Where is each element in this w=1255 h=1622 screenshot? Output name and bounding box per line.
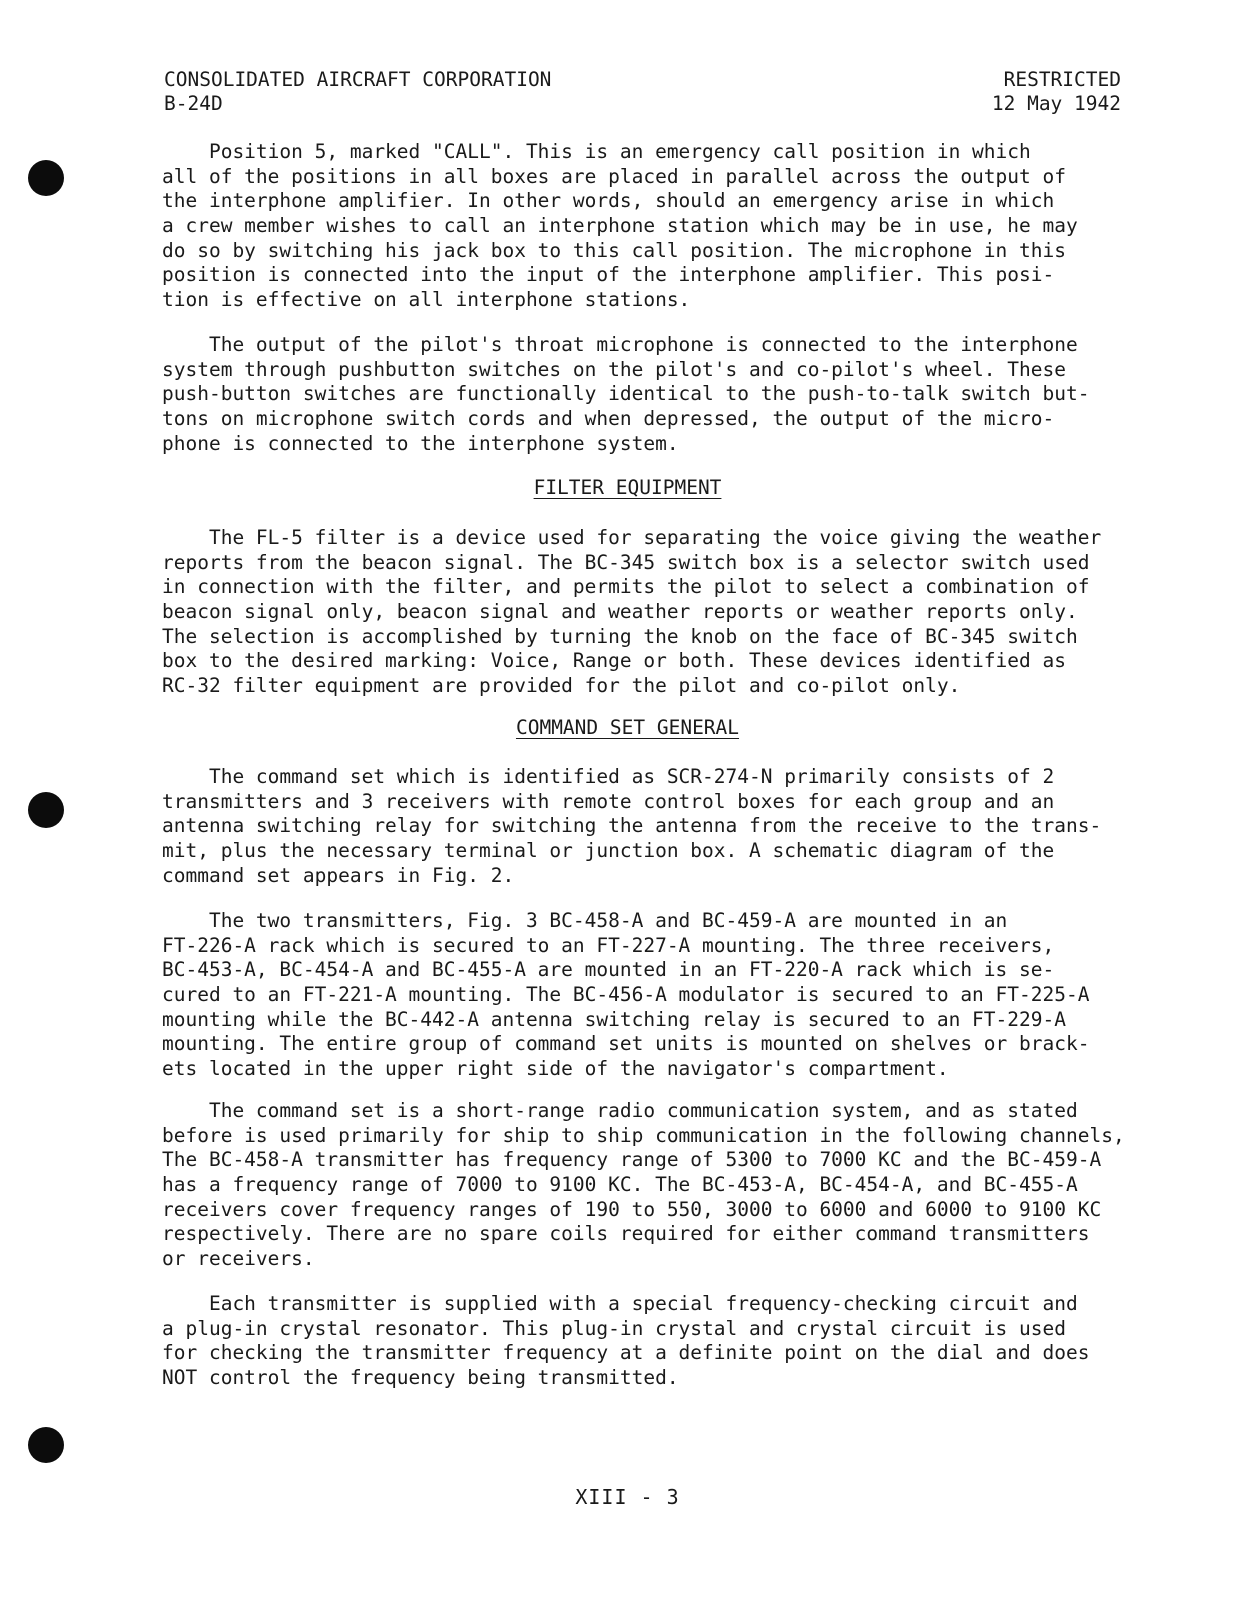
text-line: BC-453-A, BC-454-A and BC-455-A are mounted in an FT-220-A rack which is se- [162,958,1055,982]
text-line: the interphone amplifier. In other words, should an emergency arise in which [162,189,1055,213]
section-heading-filter-equipment: FILTER EQUIPMENT [533,476,722,499]
text-line: reports from the beacon signal. The BC-345 switch box is a selector switch used [162,550,1090,574]
paragraph-transmitters [162,909,1172,1082]
text-line: The command set is a short-range radio communication system, and as stated [162,1099,1078,1122]
page-number: XIII - 3 [575,1485,680,1509]
text-line: beacon signal only, beacon signal and weather reports or weather reports only. [162,600,1078,624]
header-left [164,68,551,116]
classification: RESTRICTED [1003,68,1121,91]
text-line: Position 5, marked "CALL". This is an emergency call position in which [162,140,1031,163]
header-right [992,68,1121,116]
text-line: antenna switching relay for switching the antenna from the receive to the trans- [162,814,1102,838]
text-line: transmitters and 3 receivers with remote control boxes for each group and an [162,789,1055,813]
text-line: mounting while the BC-442-A antenna switching relay is secured to an FT-229-A [162,1007,1066,1031]
text-line: push-button switches are functionally identical to the push-to-talk switch but- [162,382,1090,406]
section-heading-command-set: COMMAND SET GENERAL [515,716,740,739]
text-line: tons on microphone switch cords and when depressed, the output of the micro- [162,407,1055,431]
binder-hole-bottom [28,1427,64,1463]
paragraph-crystal-resonator [162,1292,1172,1391]
text-line: ets located in the upper right side of the navigator's compartment. [162,1057,949,1081]
company-name: CONSOLIDATED AIRCRAFT CORPORATION [164,68,552,91]
text-line: for checking the transmitter frequency at a definite point on the dial and does [162,1341,1090,1365]
text-line: The two transmitters, Fig. 3 BC-458-A and BC-459-A are mounted in an [162,909,1008,932]
text-line: tion is effective on all interphone stations. [162,288,691,312]
text-line: all of the positions in all boxes are placed in parallel across the output of [162,164,1066,188]
text-line: The selection is accomplished by turning the knob on the face of BC-345 switch [162,624,1078,648]
paragraph-filter-equipment [162,526,1172,699]
text-line: position is connected into the input of the interphone amplifier. This posi- [162,263,1055,287]
text-line: mit, plus the necessary terminal or junction box. A schematic diagram of the [162,839,1055,863]
text-line: respectively. There are no spare coils required for either command transmitters [162,1222,1090,1246]
paragraph-command-set [162,765,1172,888]
text-line: box to the desired marking: Voice, Range or both. These devices identified as [162,649,1066,673]
text-line: RC-32 filter equipment are provided for the pilot and co-pilot only. [162,674,961,698]
binder-hole-middle [28,792,64,828]
paragraph-call-position [162,140,1172,313]
text-line: NOT control the frequency being transmitted. [162,1366,679,1390]
text-line: before is used primarily for ship to ship communication in the following channels, [162,1123,1125,1147]
text-line: The BC-458-A transmitter has frequency range of 5300 to 7000 KC and the BC-459-A [162,1148,1102,1172]
text-line: The command set which is identified as SCR-274-N primarily consists of 2 [162,765,1055,788]
binder-hole-top [28,160,64,196]
text-line: in connection with the filter, and permits the pilot to select a combination of [162,575,1090,599]
text-line: command set appears in Fig. 2. [162,863,515,887]
text-line: FT-226-A rack which is secured to an FT-227-A mounting. The three receivers, [162,933,1055,957]
text-line: a plug-in crystal resonator. This plug-in crystal and crystal circuit is used [162,1316,1066,1340]
text-line: a crew member wishes to call an interphone station which may be in use, he may [162,214,1078,238]
text-line: Each transmitter is supplied with a special frequency-checking circuit and [162,1292,1078,1315]
text-line: mounting. The entire group of command set units is mounted on shelves or brack- [162,1032,1090,1056]
text-line: has a frequency range of 7000 to 9100 KC. The BC-453-A, BC-454-A, and BC-455-A [162,1173,1078,1197]
text-line: do so by switching his jack box to this call position. The microphone in this [162,238,1066,262]
text-line: phone is connected to the interphone system. [162,431,679,455]
paragraph-throat-microphone [162,333,1172,456]
text-line: The FL-5 filter is a device used for separating the voice giving the weather [162,526,1102,549]
text-line: or receivers. [162,1247,315,1271]
paragraph-frequency-ranges [162,1099,1172,1272]
aircraft-model: B-24D [164,92,223,115]
text-line: The output of the pilot's throat microphone is connected to the interphone [162,333,1078,356]
text-line: cured to an FT-221-A mounting. The BC-456-A modulator is secured to an FT-225-A [162,983,1090,1007]
text-line: system through pushbutton switches on the pilot's and co-pilot's wheel. These [162,357,1066,381]
text-line: receivers cover frequency ranges of 190 to 550, 3000 to 6000 and 6000 to 9100 KC [162,1197,1102,1221]
document-date: 12 May 1942 [991,92,1121,115]
